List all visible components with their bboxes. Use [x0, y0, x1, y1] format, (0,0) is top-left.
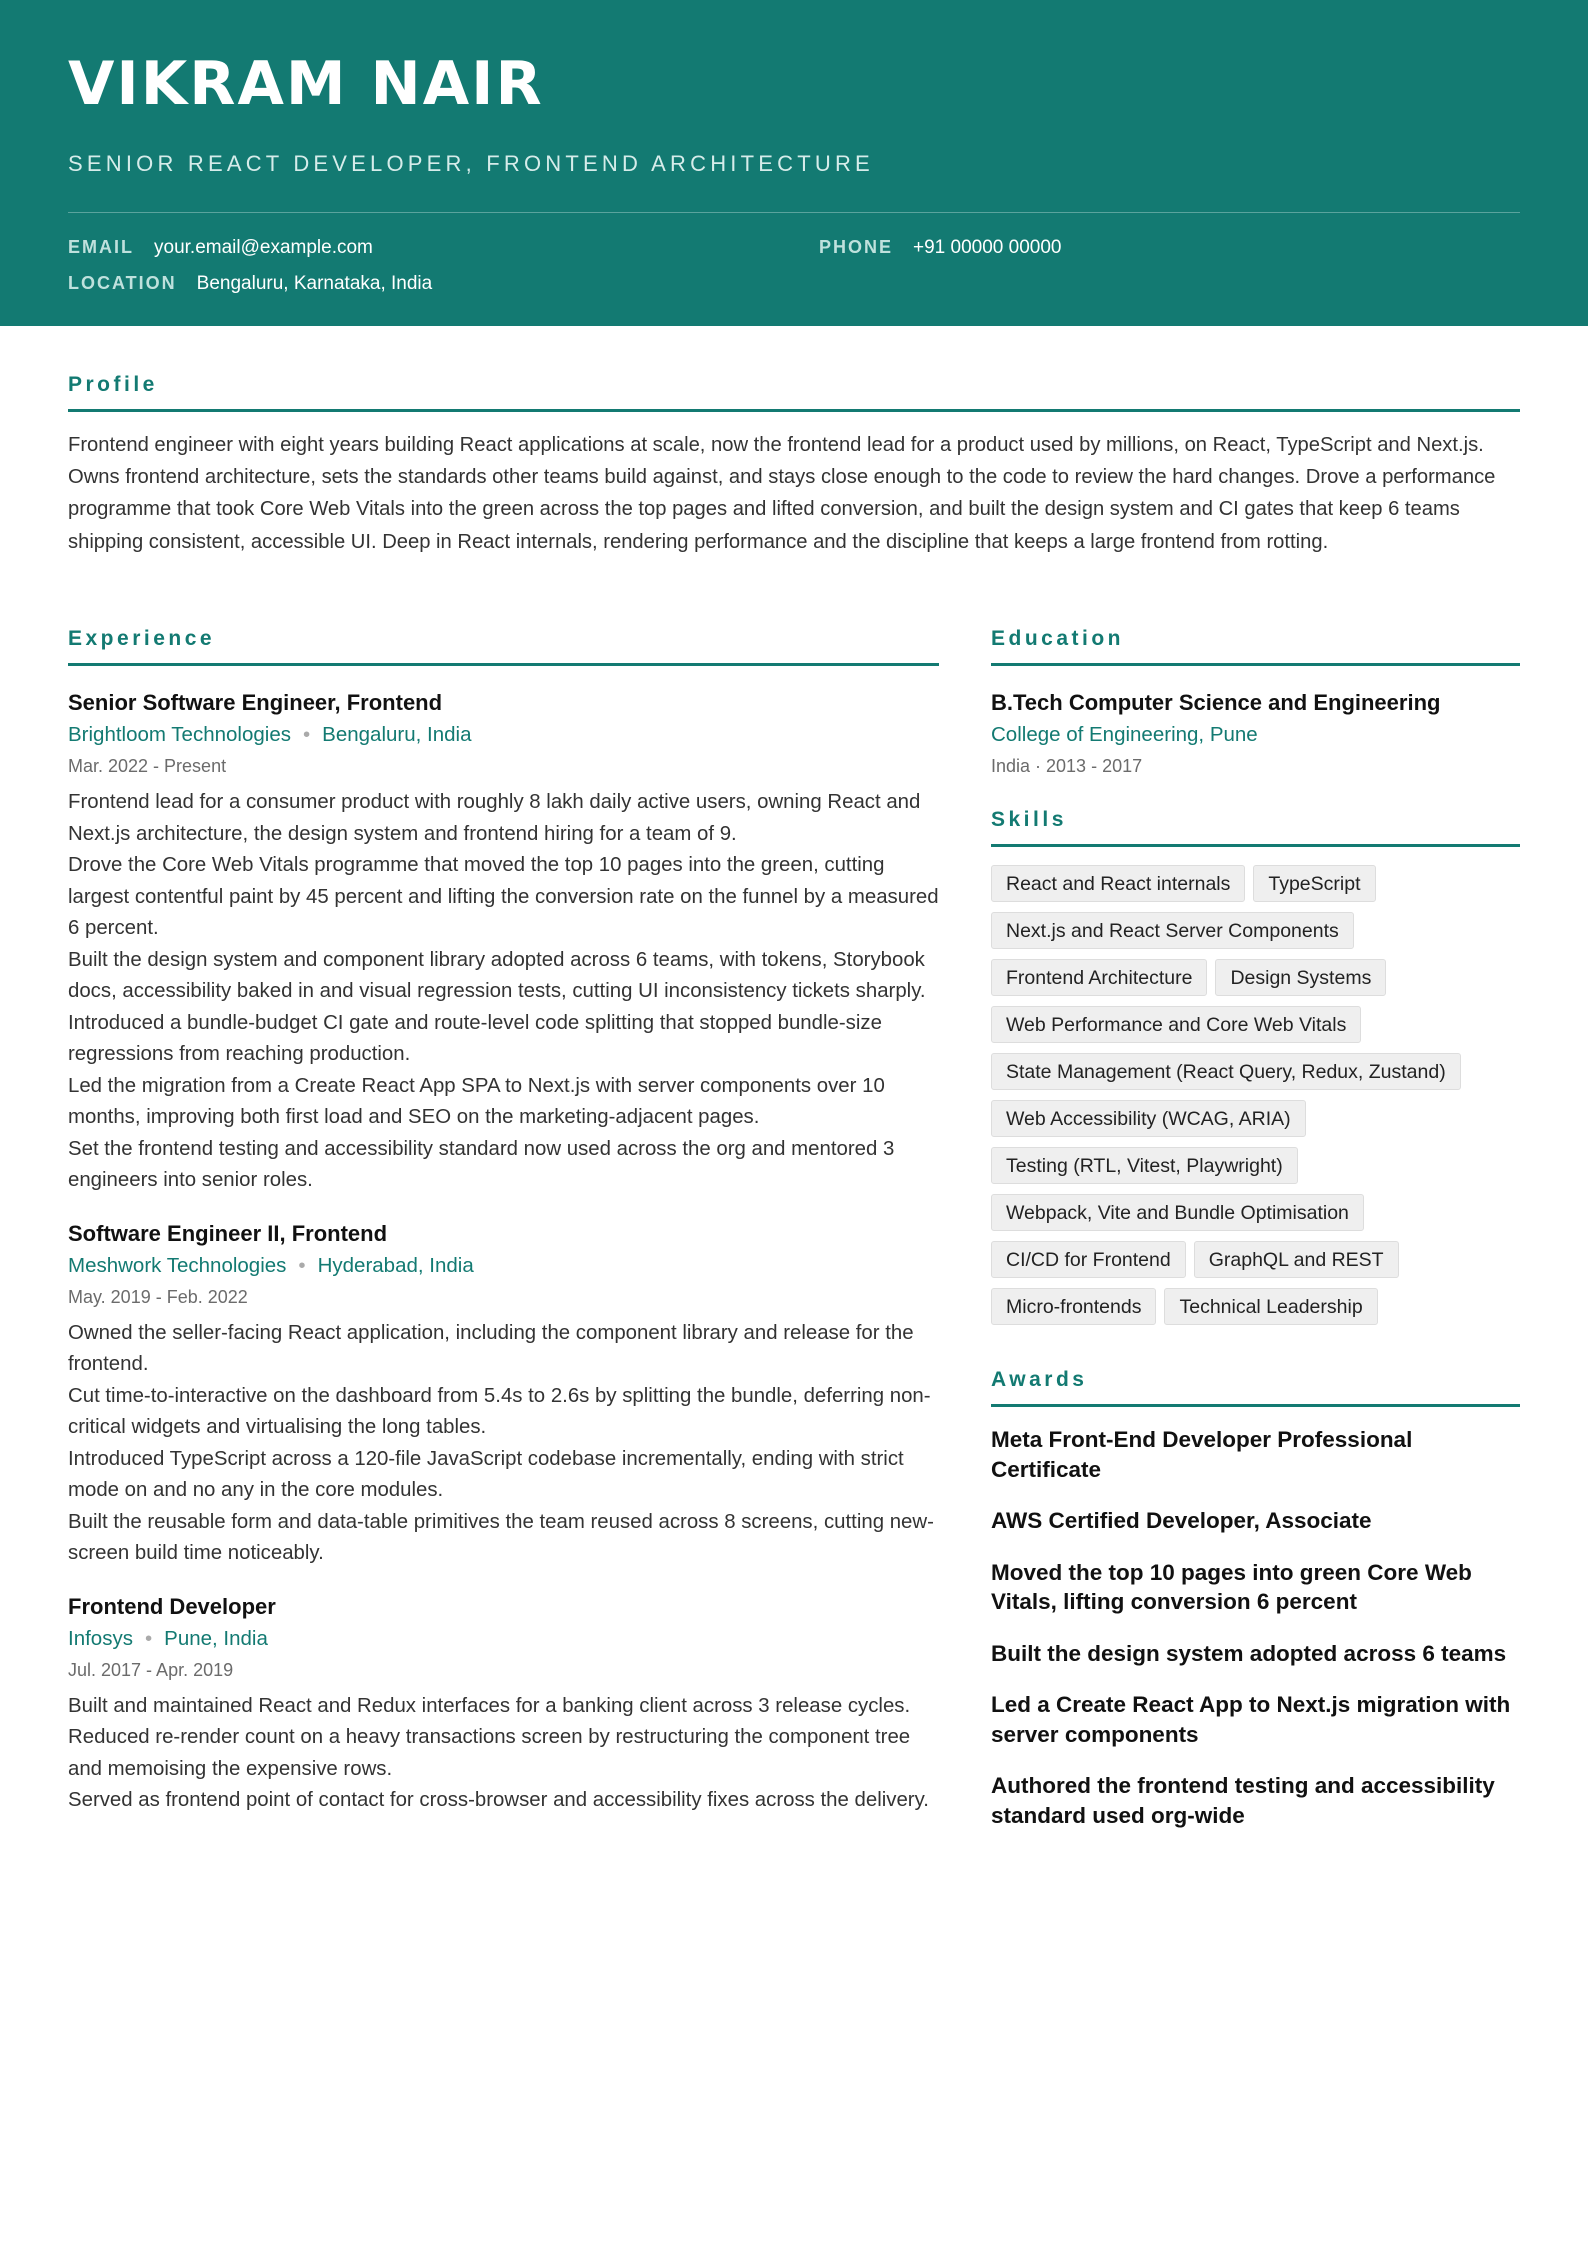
education-meta: India · 2013 - 2017 — [991, 756, 1143, 776]
skill-chip: React and React internals — [991, 865, 1245, 902]
skill-chip: Technical Leadership — [1164, 1288, 1377, 1325]
job-bullet: Built the reusable form and data-table primitives the team reused across 8 screens, cutting new-screen build time noticeably. — [68, 1510, 934, 1564]
profile-heading: Profile — [68, 372, 1520, 412]
job-location: Hyderabad, India — [317, 1253, 474, 1277]
education-heading: Education — [991, 626, 1520, 666]
contact-info — [68, 237, 1520, 317]
award-item: Moved the top 10 pages into green Core Web Vitals, lifting conversion 6 percent — [991, 1559, 1472, 1614]
skills-list — [991, 865, 1520, 1325]
job-dates: May. 2019 - Feb. 2022 — [68, 1286, 248, 1307]
profile-summary: Frontend engineer with eight years building React applications at scale, now the frontend lead for a product used by millions, on React, TypeScript and Next.js. Owns frontend architecture, sets the standards other teams build against, and stays close enough to the code to review the hard changes. Drove a performance programme that took Core Web Vitals into the green across the top pages and lifted conversion, and built the design system and CI gates that keep 6 teams shipping consistent, accessible UI. Deep in React internals, rendering performance and the discipline that keeps a large frontend from rotting. — [68, 434, 1496, 553]
job-bullet: Introduced TypeScript across a 120-file JavaScript codebase incrementally, ending with strict mode on and no any in the core modules. — [68, 1447, 904, 1501]
skills-section — [991, 807, 1520, 1325]
award-item: AWS Certified Developer, Associate — [991, 1508, 1372, 1533]
awards-list — [991, 1425, 1520, 1830]
education-degree: B.Tech Computer Science and Engineering — [991, 690, 1441, 715]
job-company: Brightloom Technologies — [68, 723, 291, 746]
candidate-name: VIKRAM NAIR — [68, 49, 544, 119]
job-bullet: Built the design system and component library adopted across 6 teams, with tokens, Storybook docs, accessibility baked in and visual regression tests, cutting UI inconsistency tickets sharply. — [68, 948, 926, 1002]
separator-dot-icon: • — [302, 723, 311, 746]
profile-section — [68, 372, 1520, 558]
skill-chip: GraphQL and REST — [1194, 1241, 1399, 1278]
email-label: EMAIL — [68, 237, 134, 257]
job-location: Bengaluru, India — [322, 723, 472, 746]
job-bullets — [68, 1318, 939, 1570]
job-bullet: Served as frontend point of contact for cross-browser and accessibility fixes across the delivery. — [68, 1789, 929, 1811]
job-bullet: Introduced a bundle-budget CI gate and route-level code splitting that stopped bundle-size regressions from reaching production. — [68, 1011, 882, 1065]
contact-location — [68, 273, 432, 295]
awards-section — [991, 1367, 1520, 1830]
job-title: Frontend Developer — [68, 1593, 276, 1619]
skill-chip: Web Accessibility (WCAG, ARIA) — [991, 1100, 1306, 1137]
job-bullets — [68, 1691, 939, 1817]
job-title: Software Engineer II, Frontend — [68, 1220, 388, 1246]
job-entry — [68, 1591, 939, 1817]
job-bullet: Frontend lead for a consumer product with roughly 8 lakh daily active users, owning React and Next.js architecture, the design system and frontend hiring for a team of 9. — [68, 791, 921, 845]
job-bullet: Set the frontend testing and accessibility standard now used across the org and mentored 3 engineers into senior roles. — [68, 1137, 895, 1191]
job-meta — [68, 1250, 939, 1282]
header-divider — [68, 212, 1520, 213]
job-bullet: Led the migration from a Create React App SPA to Next.js with server components over 10 months, improving both first load and SEO on the marketing-adjacent pages. — [68, 1074, 885, 1128]
skill-chip: Frontend Architecture — [991, 959, 1207, 996]
job-bullet: Cut time-to-interactive on the dashboard from 5.4s to 2.6s by splitting the bundle, deferring non-critical widgets and virtualising the long tables. — [68, 1384, 931, 1438]
skill-chip: Next.js and React Server Components — [991, 912, 1354, 949]
job-entry — [68, 1218, 939, 1570]
job-dates: Mar. 2022 - Present — [68, 756, 227, 776]
award-item: Led a Create React App to Next.js migration with server components — [991, 1692, 1511, 1747]
job-bullets — [68, 787, 939, 1197]
skill-chip: Design Systems — [1215, 959, 1386, 996]
job-location: Pune, India — [164, 1626, 268, 1650]
skill-chip: CI/CD for Frontend — [991, 1241, 1186, 1278]
job-entry — [68, 687, 939, 1197]
awards-heading: Awards — [991, 1367, 1520, 1407]
job-bullet: Owned the seller-facing React application, including the component library and release for the frontend. — [68, 1321, 914, 1375]
email-value[interactable]: your.email@example.com — [154, 237, 373, 258]
separator-dot-icon: • — [298, 1253, 306, 1277]
award-item: Built the design system adopted across 6 teams — [991, 1640, 1507, 1666]
skill-chip: Webpack, Vite and Bundle Optimisation — [991, 1194, 1364, 1231]
experience-section — [68, 626, 939, 1817]
job-title: Senior Software Engineer, Frontend — [68, 690, 443, 715]
location-label: LOCATION — [68, 273, 177, 293]
contact-email — [68, 237, 373, 259]
job-bullet: Drove the Core Web Vitals programme that moved the top 10 pages into the green, cutting largest contentful paint by 45 percent and lifting the conversion rate on the funnel by a measured 6 percent. — [68, 854, 939, 939]
job-bullet: Built and maintained React and Redux interfaces for a banking client across 3 release cycles. — [68, 1694, 911, 1717]
education-school: College of Engineering, Pune — [991, 723, 1258, 746]
resume-header — [0, 0, 1588, 326]
experience-heading: Experience — [68, 626, 939, 666]
job-dates: Jul. 2017 - Apr. 2019 — [68, 1659, 234, 1680]
skill-chip: State Management (React Query, Redux, Zustand) — [991, 1053, 1461, 1090]
separator-dot-icon: • — [144, 1626, 153, 1650]
education-entry — [991, 687, 1520, 781]
job-meta — [68, 719, 939, 751]
phone-value[interactable]: +91 00000 00000 — [913, 237, 1062, 258]
candidate-title: SENIOR REACT DEVELOPER, FRONTEND ARCHITECTURE — [68, 151, 874, 176]
skills-heading: Skills — [991, 807, 1520, 847]
job-meta — [68, 1623, 939, 1655]
award-item: Meta Front-End Developer Professional Certificate — [991, 1427, 1413, 1482]
education-section — [991, 626, 1520, 781]
sidebar-column — [991, 626, 1520, 1852]
job-company: Infosys — [68, 1626, 133, 1650]
skill-chip: Web Performance and Core Web Vitals — [991, 1006, 1361, 1043]
award-item: Authored the frontend testing and accessibility standard used org-wide — [991, 1773, 1495, 1828]
job-company: Meshwork Technologies — [68, 1253, 287, 1277]
location-value: Bengaluru, Karnataka, India — [196, 273, 433, 294]
skill-chip: Testing (RTL, Vitest, Playwright) — [991, 1147, 1298, 1184]
job-bullet: Reduced re-render count on a heavy transactions screen by restructuring the component tree and memoising the expensive rows. — [68, 1726, 911, 1780]
skill-chip: Micro-frontends — [991, 1288, 1156, 1325]
phone-label: PHONE — [819, 237, 894, 257]
contact-phone — [819, 237, 1061, 259]
skill-chip: TypeScript — [1253, 865, 1375, 902]
